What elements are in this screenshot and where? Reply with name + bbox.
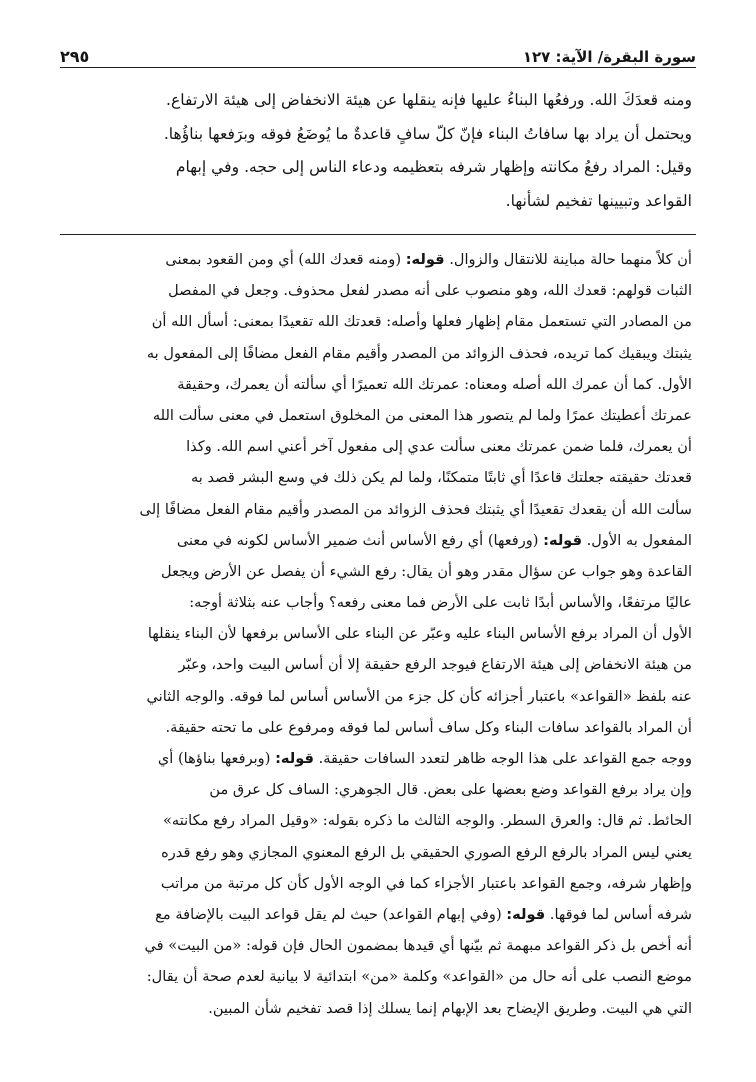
commentary-segment: (ورفعها) أي رفع الأساس أنث ضمير الأساس لكونه في معنى bbox=[176, 531, 544, 549]
commentary-line bbox=[64, 400, 692, 431]
qawluhu-marker: قوله: bbox=[543, 531, 583, 549]
commentary-segment: أنه أخص بل ذكر القواعد مبهمة ثم بيّنها أي قيدها بمضمون الحال فإن قوله: «من البيت» في bbox=[144, 937, 692, 955]
commentary-segment: من المصادر التي تستعمل مقام إظهار فعلها وأصله: قعدتك الله تقعيدًا بمعنى: أسأل الله أن bbox=[151, 313, 692, 331]
commentary-segment: أن المراد بالقواعد سافات البناء وكل ساف أساس لما فوقه ومرفوع على ما تحته حقيقة. bbox=[165, 718, 692, 736]
commentary-segment: موضع النصب على أنه حال من «القواعد» وكلمة «من» ابتدائية لا بيانية لعدم صحة أن يقال: bbox=[146, 968, 692, 986]
commentary-line bbox=[64, 868, 692, 899]
commentary-line bbox=[64, 618, 692, 649]
commentary-line bbox=[64, 743, 692, 774]
qawluhu-marker: قوله: bbox=[405, 251, 445, 268]
header-rule bbox=[60, 67, 696, 68]
commentary-segment: سألت الله أن يقعدك تقعيدًا أي يثبتك فحذف الزوائد من المصدر وأقيم مقام الفعل مضافًا إلى bbox=[139, 500, 692, 518]
commentary-line bbox=[64, 774, 692, 805]
commentary-segment: (وبرفعها بناؤها) أي bbox=[157, 750, 276, 767]
page-header bbox=[60, 36, 696, 66]
commentary-segment: الأول. كما أن عمرك الله أصله ومعناه: عمرتك الله تعميرًا أي سألته أن يعمرك، وحقيقة bbox=[177, 375, 692, 393]
commentary-line bbox=[64, 275, 692, 306]
commentary-segment: التي هي البيت. وطريق الإيضاح بعد الإبهام إنما يسلك إذا قصد تفخيم شأن المبين. bbox=[208, 999, 692, 1017]
commentary-segment: ووجه جمع القواعد على هذا الوجه ظاهر لتعدد السافات حقيقة. bbox=[313, 750, 692, 767]
commentary-segment: يعني ليس المراد بالرفع الرفع الصوري الحقيقي بل الرفع المعنوي المجازي وهو رفع قدره bbox=[161, 843, 692, 861]
commentary-line bbox=[64, 712, 692, 743]
commentary-line bbox=[64, 961, 692, 992]
commentary-segment: الحائط. ثم قال: والعرق السطر. والوجه الثالث ما ذكره بقوله: «وقيل المراد رفع مكانته» bbox=[162, 812, 692, 830]
main-text-line: ومنه قعدَكَ الله. ورفعُها البناءُ عليها فإنه ينقلها عن هيئة الانخفاض إلى هيئة الارتفاع. bbox=[166, 91, 692, 109]
commentary-segment: المفعول به الأول. bbox=[582, 531, 692, 549]
commentary-line bbox=[64, 649, 692, 680]
commentary-segment: وإظهار شرفه، وجمع القواعد باعتبار الأجزاء كما في الوجه الأول كأن كل مرتبة من مراتب bbox=[160, 874, 692, 892]
qawluhu-marker: قوله: bbox=[275, 750, 314, 767]
commentary-segment: شرفه أساس لما فوقها. bbox=[545, 905, 692, 923]
commentary-line bbox=[64, 899, 692, 930]
commentary-line bbox=[64, 338, 692, 369]
commentary-segment: عنه بلفظ «القواعد» باعتبار أجزائه كأن كل جزء من الأساس أساس لما فوقه. والوجه الثاني bbox=[146, 687, 692, 705]
commentary-line bbox=[64, 993, 692, 1024]
commentary-segment: القاعدة وهو جواب عن سؤال مقدر وهو أن يقال: رفع الشيء أن يفصل عن الأرض ويجعل bbox=[161, 562, 692, 580]
sura-verse-label: سورة البقرة/ الآية: ١٢٧ bbox=[522, 48, 696, 66]
commentary-segment: أن يعمرك، فلما ضمن عمرتك معنى سألت عدي إلى مفعول آخر أعني اسم الله. وكذا bbox=[186, 438, 692, 456]
commentary-line bbox=[64, 525, 692, 556]
commentary-line bbox=[64, 805, 692, 836]
commentary-line bbox=[64, 587, 692, 618]
qawluhu-marker: قوله: bbox=[506, 905, 546, 923]
commentary-segment: (وفي إبهام القواعد) حيث لم يقل قواعد البيت بالإضافة مع bbox=[155, 905, 507, 923]
commentary-line bbox=[64, 837, 692, 868]
commentary-line bbox=[64, 369, 692, 400]
commentary-line bbox=[64, 494, 692, 525]
commentary-segment: عاليًا مرتفعًا، والأساس أبدًا ثابت على الأرض فما معنى رفعه؟ وأجاب عنه بثلاثة أوجه: bbox=[189, 594, 692, 612]
commentary-segment: أن كلاً منهما حالة مباينة للانتقال والزوال. bbox=[444, 251, 692, 268]
commentary-segment: يثبتك ويبقيك كما تريده، فحذف الزوائد من المصدر وأقيم مقام الفعل مضافًا إلى المفعول به bbox=[146, 344, 692, 362]
commentary-segment: قعدتك حقيقته جعلتك قاعدًا أي ثابتًا متمكنًا، ولما لم يكن ذلك في وسع البشر قصد به bbox=[190, 469, 692, 487]
main-text-line: ويحتمل أن يراد بها سافاتُ البناء فإنّ كلّ سافٍ قاعدةٌ ما يُوضَعُ فوقه وبرَفعها بناؤُها. bbox=[163, 124, 692, 143]
commentary-line bbox=[64, 306, 692, 337]
commentary-line bbox=[64, 556, 692, 587]
commentary-segment: وإن يراد برفع القواعد وضع بعضها على بعض. قال الجوهري: الساف كل عرق من bbox=[209, 781, 692, 799]
commentary-line bbox=[64, 930, 692, 961]
commentary-line bbox=[64, 431, 692, 462]
commentary-line bbox=[64, 681, 692, 712]
main-text-line: وقيل: المراد رفعُ مكانته وإظهار شرفه بتعظيمه ودعاء الناس إلى حجه. وفي إبهام bbox=[175, 158, 692, 176]
commentary-text bbox=[64, 244, 692, 1024]
page-number: ٢٩٥ bbox=[60, 47, 90, 66]
separator-rule bbox=[60, 234, 696, 235]
main-text-line: القواعد وتبيينها تفخيم لشأنها. bbox=[505, 191, 692, 210]
commentary-segment: عمرتك أعطيتك عمرًا ولما لم يتصور هذا المعنى من المخلوق استعمل في معنى سألت الله bbox=[152, 406, 692, 424]
commentary-line bbox=[64, 462, 692, 493]
main-text bbox=[64, 84, 692, 218]
commentary-line bbox=[64, 244, 692, 275]
commentary-segment: (ومنه قعدك الله) أي ومن القعود بمعنى bbox=[165, 251, 406, 268]
commentary-segment: الأول أن المراد برفع الأساس البناء عليه وعبّر عن البناء على الأساس برفعها لأن البناء ينقلها bbox=[147, 625, 692, 643]
commentary-segment: من هيئة الانخفاض إلى هيئة الارتفاع فيوجد الرفع حقيقة إلا أن أساس البيت واحد، وعبّر bbox=[178, 656, 692, 674]
commentary-segment: الثبات قولهم: قعدك الله، وهو منصوب على أنه مصدر لفعل محذوف. وجعل في المفصل bbox=[168, 282, 692, 300]
